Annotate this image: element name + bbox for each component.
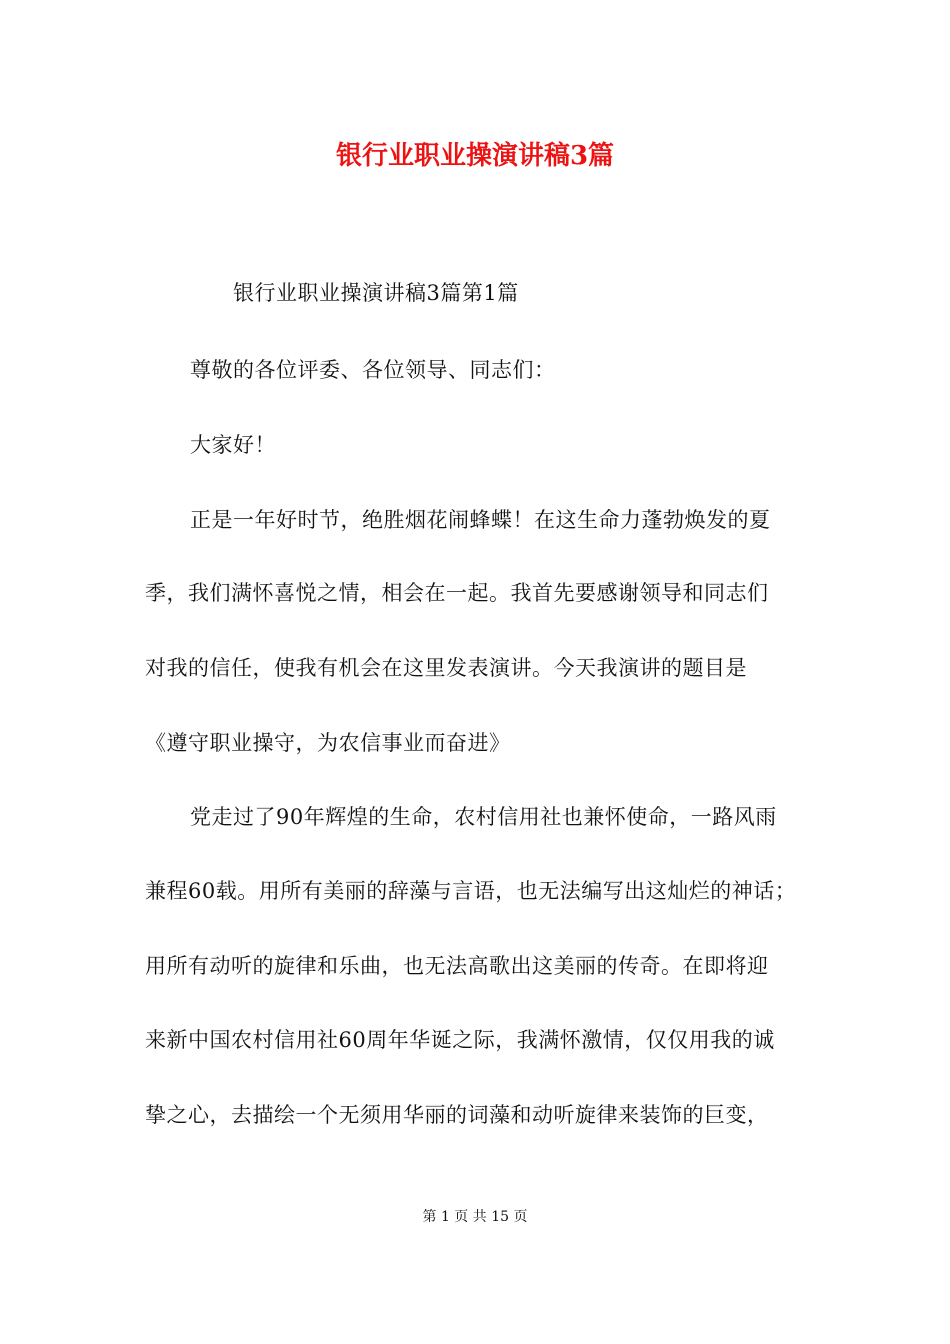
paragraph-line: 来新中国农村信用社60周年华诞之际，我满怀激情，仅仅用我的诚	[145, 1028, 775, 1052]
paragraph-line: 季，我们满怀喜悦之情，相会在一起。我首先要感谢领导和同志们	[145, 581, 769, 605]
page-footer: 第 1 页 共 15 页	[422, 1209, 528, 1225]
paragraph-line: 用所有动听的旋律和乐曲，也无法高歌出这美丽的传奇。在即将迎	[145, 954, 769, 978]
paragraph-line: 党走过了90年辉煌的生命，农村信用社也兼怀使命，一路风雨	[190, 805, 777, 829]
document-title: 银行业职业操演讲稿3篇	[335, 141, 615, 171]
greeting: 大家好！	[190, 433, 276, 457]
salutation: 尊敬的各位评委、各位领导、同志们：	[190, 358, 556, 382]
section-heading: 银行业职业操演讲稿3篇第1篇	[233, 281, 519, 305]
paragraph-line: 对我的信任，使我有机会在这里发表演讲。今天我演讲的题目是	[145, 656, 747, 680]
paragraph-line: 《遵守职业操守，为农信事业而奋进》	[145, 731, 511, 755]
paragraph-line: 挚之心，去描绘一个无须用华丽的词藻和动听旋律来装饰的巨变，	[145, 1103, 769, 1127]
paragraph-line: 正是一年好时节，绝胜烟花闹蜂蝶！在这生命力蓬勃焕发的夏	[190, 508, 771, 532]
paragraph-line: 兼程60载。用所有美丽的辞藻与言语，也无法编写出这灿烂的神话；	[145, 879, 797, 903]
